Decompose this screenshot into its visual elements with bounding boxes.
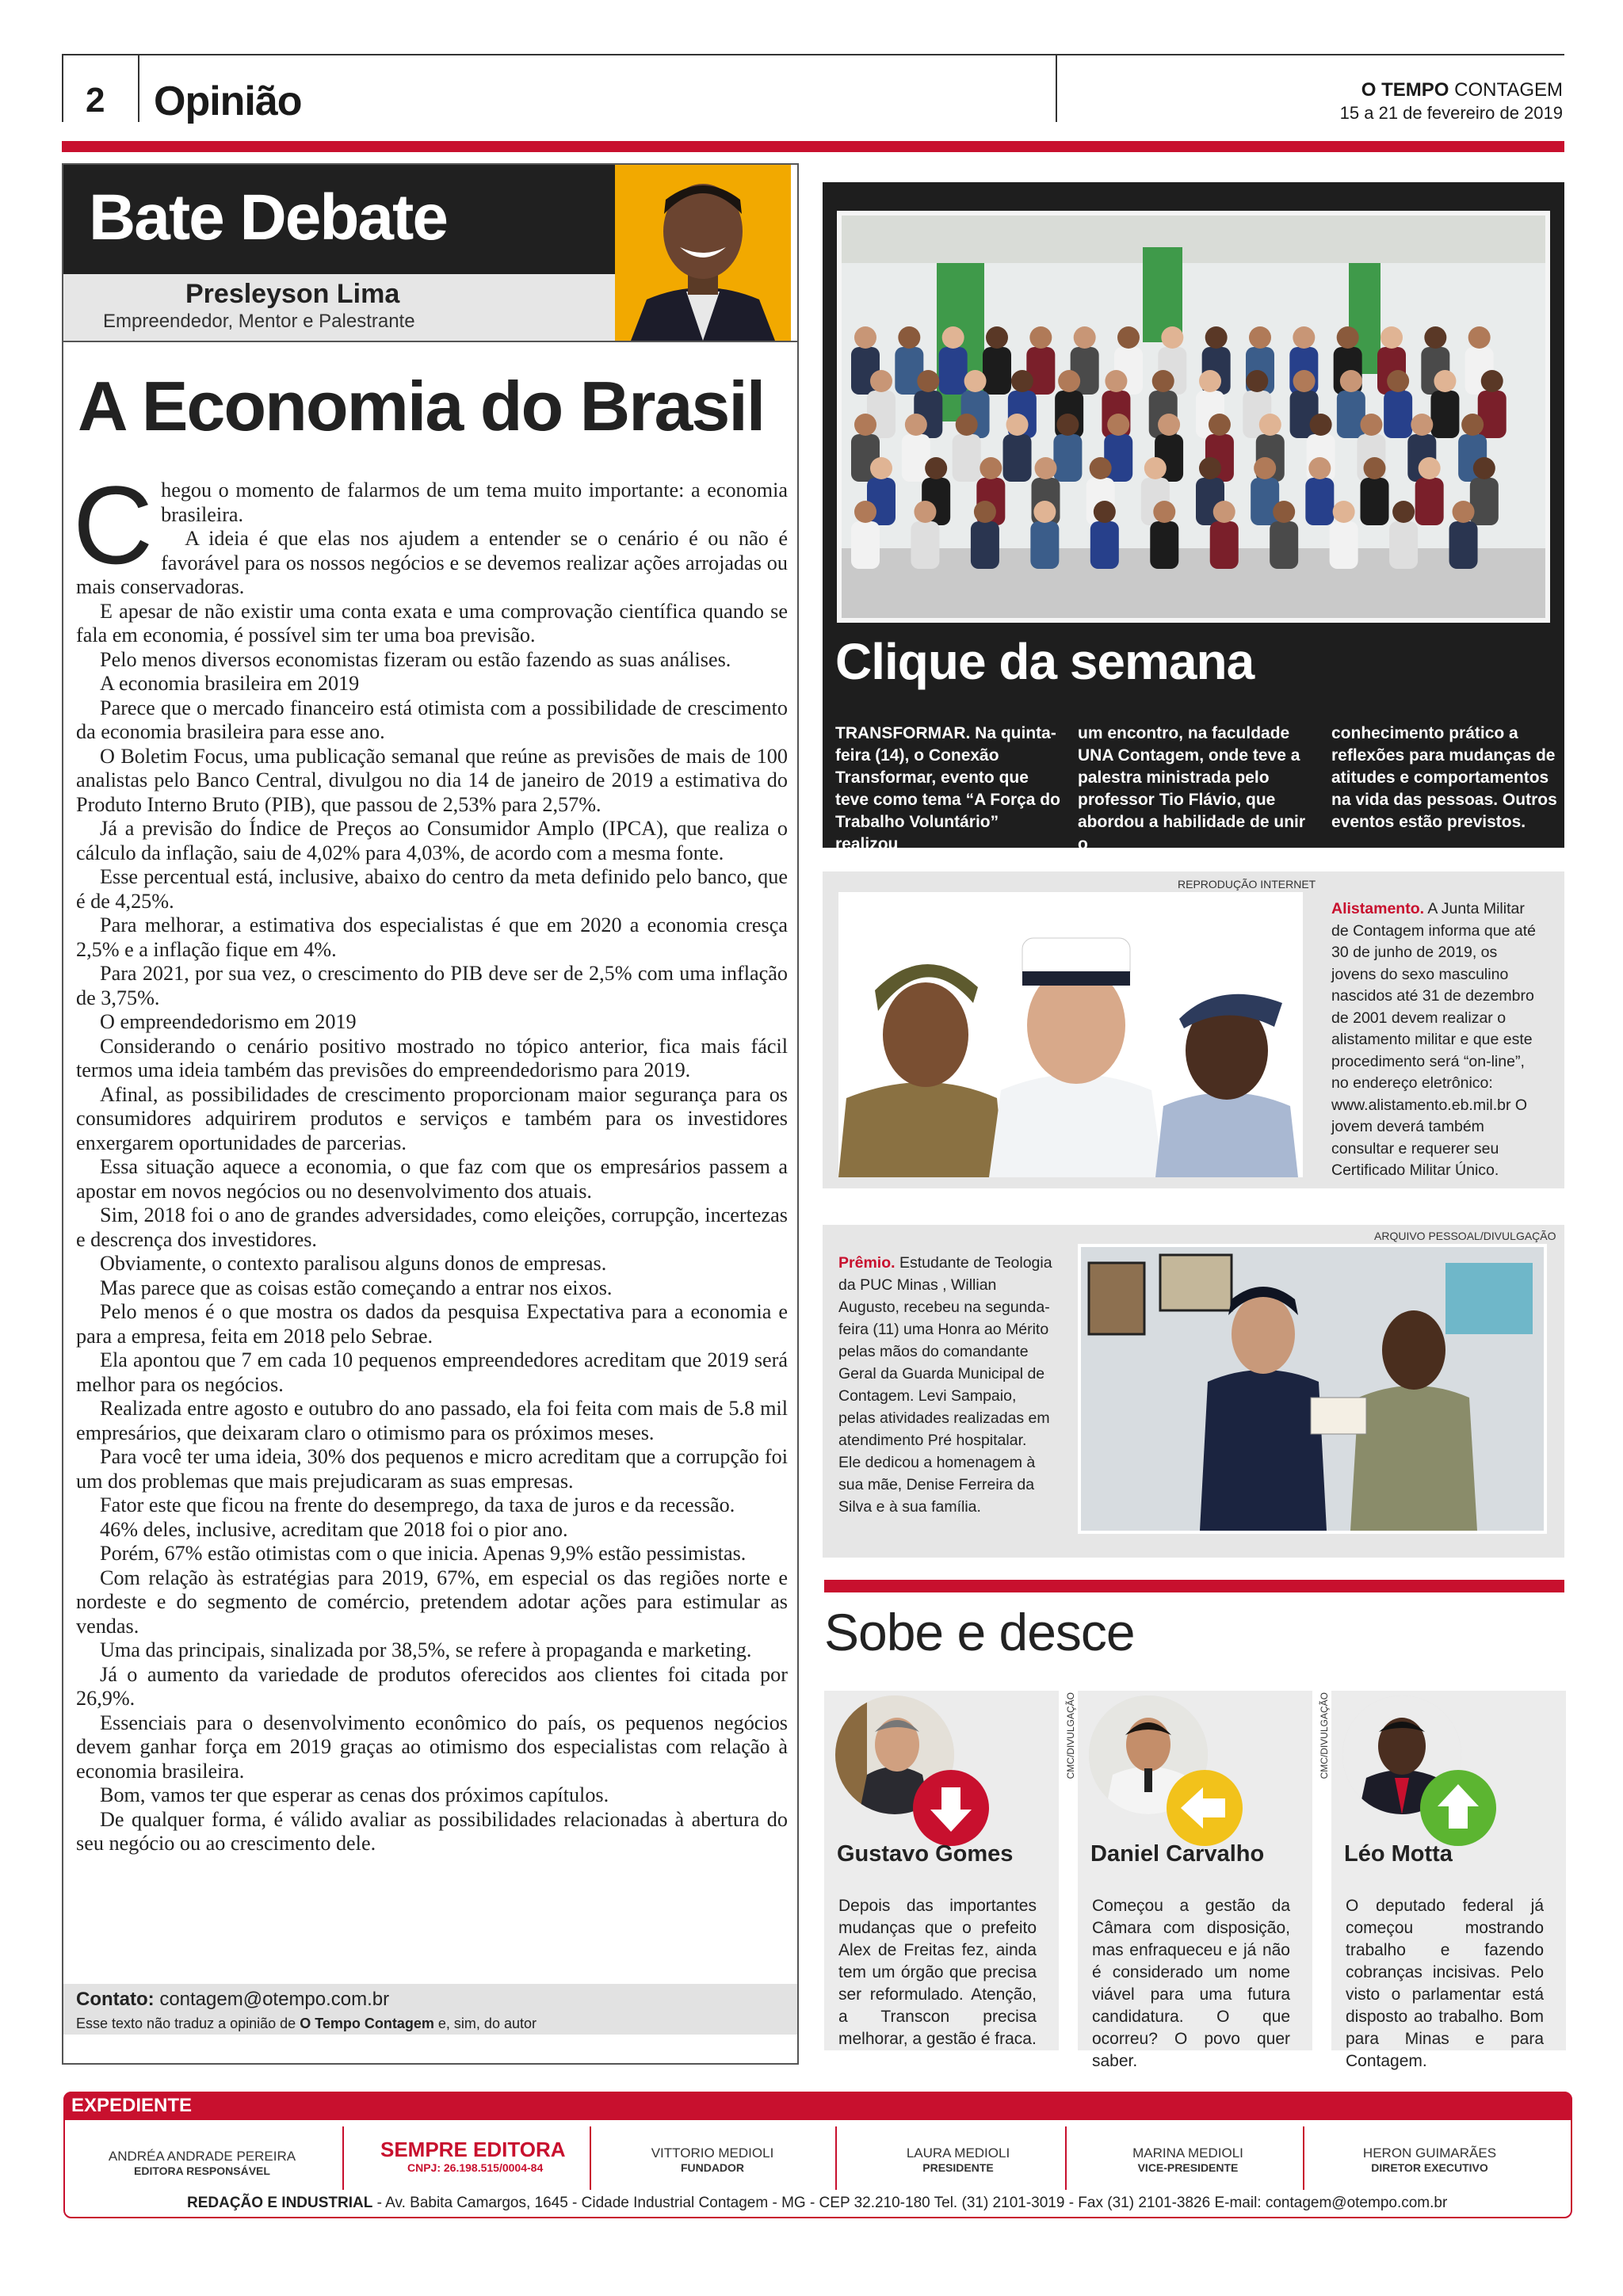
staff-role: VICE-PRESIDENTE <box>1137 2161 1239 2174</box>
contact-email-link[interactable]: contagem@otempo.com.br <box>159 1989 390 2010</box>
contact-label: Contato: <box>76 1989 155 2010</box>
crowd-person-head <box>1419 457 1441 479</box>
crowd-person-body <box>939 347 968 395</box>
masthead-divider <box>590 2126 591 2190</box>
issue-date: 15 a 21 de fevereiro de 2019 <box>1339 103 1563 123</box>
crowd-person-body <box>1389 521 1418 569</box>
article-paragraph: Já a previsão do Índice de Preços ao Consumidor Amplo (IPCA), que realiza o cálculo da inflação, saiu de 4,02% para 4,03%, de acordo com a mesma fonte. <box>76 817 788 864</box>
opinion-disclaimer <box>76 2016 537 2032</box>
photo-credit: CMC/DIVULGAÇÃO <box>1065 1692 1076 1779</box>
crowd-person-body <box>1305 478 1334 525</box>
crowd-person-body <box>1090 521 1119 569</box>
crowd-person-head <box>1337 326 1359 349</box>
crowd-person-head <box>854 326 876 349</box>
arrow-up-icon <box>1420 1770 1496 1846</box>
article-paragraph: Sim, 2018 foi o ano de grandes adversidades, como eleições, corrupção, incertezas e descrença dos investidores. <box>76 1203 788 1251</box>
crowd-person-body <box>1150 521 1178 569</box>
masthead-header <box>63 2092 1572 2120</box>
disclaimer-brand: O Tempo Contagem <box>300 2016 434 2031</box>
article-paragraph: Pelo menos é o que mostra os dados da pesquisa Expectativa para a economia e para a empresa, feita em 2018 pelo Sebrae. <box>76 1300 788 1348</box>
crowd-person-body <box>1470 478 1499 525</box>
staff-name: ANDRÉA ANDRADE PEREIRA <box>108 2149 296 2164</box>
crowd-person-body <box>971 521 999 569</box>
article-paragraph: Considerando o cenário positivo mostrado no tópico anterior, fica mais fácil termos uma ideia também das previsões do empreendedorismo para 2019. <box>76 1034 788 1081</box>
article-paragraph: O empreendedorismo em 2019 <box>100 1010 357 1033</box>
article-paragraph: Fator este que ficou na frente do desemprego, da taxa de juros e da recessão. <box>100 1493 735 1516</box>
article-body <box>73 463 788 1856</box>
crowd-person-head <box>1006 414 1029 436</box>
crowd-person-body <box>1330 521 1358 569</box>
crowd-person-head <box>1033 501 1056 523</box>
arrow-left-icon <box>1167 1770 1243 1846</box>
crowd-person-head <box>1199 370 1221 392</box>
crowd-person-head <box>1293 370 1316 392</box>
crowd-person-head <box>1117 326 1140 349</box>
publisher-name: SEMPRE EDITORA <box>380 2138 566 2161</box>
crowd-person-head <box>1153 501 1175 523</box>
crowd-person-head <box>1360 414 1382 436</box>
photo-of-week-title: Clique da semana <box>835 633 1254 690</box>
article-headline: A Economia do Brasil <box>78 367 765 445</box>
crowd-person-head <box>1158 414 1180 436</box>
crowd-person-head <box>1392 501 1415 523</box>
header-red-bar <box>62 141 1564 152</box>
crowd-person-head <box>854 501 876 523</box>
masthead-divider <box>835 2126 837 2190</box>
staff-name: HERON GUIMARÃES <box>1362 2145 1497 2161</box>
group-photo <box>837 211 1550 623</box>
page-number: 2 <box>86 81 105 120</box>
crowd-person-body <box>911 521 939 569</box>
article-paragraph: De qualquer forma, é válido avaliar as possibilidades relacionadas à abertura do seu negócio ou ao crescimento dele. <box>76 1807 788 1855</box>
crowd-person-body <box>1210 521 1239 569</box>
crowd-person-head <box>1035 457 1057 479</box>
masthead-divider <box>1303 2126 1304 2190</box>
header-divider <box>138 54 139 122</box>
publication-name-edition: CONTAGEM <box>1454 79 1563 101</box>
crowd-person-body <box>1361 478 1389 525</box>
crowd-person-head <box>1090 457 1112 479</box>
crowd-person-head <box>1144 457 1167 479</box>
article-paragraph: A economia brasileira em 2019 <box>100 672 360 695</box>
person-name: Gustavo Gomes <box>837 1841 1014 1867</box>
article-paragraph: Mas parece que as coisas estão começando a entrar nos eixos. <box>100 1276 613 1299</box>
crowd-person-head <box>1011 370 1033 392</box>
crowd-person-head <box>1481 370 1503 392</box>
staff-role: DIRETOR EXECUTIVO <box>1371 2161 1488 2174</box>
crowd-person-head <box>1340 370 1362 392</box>
article-paragraph: A ideia é que elas nos ajudem a entender se o cenário é ou não é favorável para os nossos negócios e se devemos realizar ações arrojadas ou mais conservadoras. <box>76 527 788 598</box>
article-paragraph: Obviamente, o contexto paralisou alguns donos de empresas. <box>100 1252 607 1275</box>
person-comment: O deputado federal já começou mostrando trabalho e fazendo cobranças incisivas. Pelo visto o parlamentar está disposto ao trabalho. Bom para Minas e para Contagem. <box>1346 1897 1544 2070</box>
author-name: Presleyson Lima <box>185 279 400 309</box>
crowd-person-head <box>1249 326 1271 349</box>
crowd-person-head <box>1381 326 1403 349</box>
crowd-person-head <box>980 457 1002 479</box>
article-paragraph: hegou o momento de falarmos de um tema muito importante: a economia brasileira. <box>161 479 788 526</box>
crowd-person-head <box>1074 326 1096 349</box>
article-paragraph: Esse percentual está, inclusive, abaixo do centro da meta definido pelo banco, que é de 4,25%. <box>76 865 788 913</box>
crowd-person-head <box>1209 414 1231 436</box>
crowd-person-head <box>1411 414 1433 436</box>
crowd-person-head <box>942 326 964 349</box>
crowd-person-body <box>983 347 1011 395</box>
arrow-down-icon <box>913 1770 989 1846</box>
crowd-person-head <box>1333 501 1355 523</box>
crowd-person-head <box>1056 414 1079 436</box>
author-role: Empreendedor, Mentor e Palestrante <box>103 311 415 332</box>
publisher-cnpj: CNPJ: 26.198.515/0004-84 <box>407 2161 544 2174</box>
crowd-person-head <box>1199 457 1221 479</box>
article-paragraph: Bom, vamos ter que esperar as cenas dos próximos capítulos. <box>100 1783 609 1806</box>
publication-name-bold: O TEMPO <box>1361 79 1449 101</box>
crowd-person-head <box>1161 326 1183 349</box>
drop-cap: C <box>73 463 154 587</box>
crowd-person-head <box>1205 326 1228 349</box>
article-paragraph: Para melhorar, a estimativa dos especialistas é que em 2020 a economia cresça 2,5% e a inflação fique em 4%. <box>76 913 788 961</box>
article-paragraph: Essa situação aquece a economia, o que faz com que os empresários passem a apostar em novos negócios ou no desenvolvimento dos atuais. <box>76 1155 788 1203</box>
crowd-person-head <box>1453 501 1475 523</box>
column-title: Bate Debate <box>89 181 447 254</box>
person-name: Léo Motta <box>1344 1841 1453 1867</box>
award-text: Estudante de Teologia da PUC Minas , Willian Augusto, recebeu na segunda-feira (11) uma Honra ao Mérito pelas mãos do comandante Geral da Guarda Municipal de Contagem. Levi Sampaio, pelas atividades realizadas em atendimento Pré hospitalar. Ele dedicou a homenagem à sua mãe, Denise Ferreira da Silva e à sua família. <box>838 1254 1052 1516</box>
column-separator <box>63 341 797 342</box>
staff-role: FUNDADOR <box>680 2161 745 2174</box>
crowd-person-head <box>870 457 892 479</box>
crowd-person-body <box>851 521 880 569</box>
award-keyword: Prêmio. <box>838 1254 896 1272</box>
masthead-label: EXPEDIENTE <box>71 2095 193 2116</box>
enlistment-text: A Junta Militar de Contagem informa que até 30 de junho de 2019, os jovens do sexo masculino nascidos até 31 de dezembro de 2001 devem realizar o alistamento militar e que este procedimento será “on-line”, no endereço eletrônico: www.alistamento.eb.mil.br O jovem deverá também consultar e requerer seu Certificado Militar Único. <box>1331 900 1536 1179</box>
crowd-person-head <box>925 457 947 479</box>
address-label: REDAÇÃO E INDUSTRIAL <box>187 2195 373 2211</box>
crowd-person-head <box>986 326 1008 349</box>
crowd-person-head <box>905 414 927 436</box>
crowd-person-head <box>1424 326 1446 349</box>
disclaimer-text-end: e, sim, do autor <box>437 2016 537 2031</box>
crowd-person-head <box>1029 326 1052 349</box>
crowd-person-head <box>1434 370 1456 392</box>
masthead-divider <box>1065 2126 1067 2190</box>
crowd-person-head <box>956 414 978 436</box>
caption-col-2: um encontro, na faculdade UNA Contagem, onde teve a palestra ministrada pelo professor Tio Flávio, que abordou a habilidade de unir o <box>1078 724 1306 853</box>
crowd-person-body <box>1003 434 1032 482</box>
person-name: Daniel Carvalho <box>1090 1841 1265 1867</box>
crowd-person-head <box>1273 501 1295 523</box>
newsroom-address <box>187 2195 1447 2212</box>
crowd-person-head <box>1254 457 1276 479</box>
crowd-person-head <box>1094 501 1116 523</box>
crowd-person-body <box>1270 521 1298 569</box>
crowd-person-body <box>1449 521 1478 569</box>
crowd-person-head <box>1058 370 1080 392</box>
article-paragraph: Porém, 67% estão otimistas com o que inicia. Apenas 9,9% estão pessimistas. <box>100 1542 747 1565</box>
enlistment-keyword: Alistamento. <box>1331 900 1425 917</box>
photo-credit: REPRODUÇÃO INTERNET <box>1178 878 1316 891</box>
article-paragraph: Para você ter uma ideia, 30% dos pequenos e micro acreditam que a corrupção foi um dos problemas que mais prejudicaram as suas empresas. <box>76 1445 788 1493</box>
crowd-person-head <box>964 370 987 392</box>
crowd-person-body <box>1337 391 1365 438</box>
staff-role: PRESIDENTE <box>922 2161 994 2174</box>
article-paragraph: Parece que o mercado financeiro está otimista com a possibilidade de crescimento da economia brasileira para esse ano. <box>76 696 788 743</box>
article-paragraph: Para 2021, por sua vez, o crescimento do PIB deve ser de 2,5% com uma inflação de 3,75%. <box>76 962 788 1009</box>
crowd-person-body <box>1053 434 1082 482</box>
crowd-person-body <box>1478 391 1507 438</box>
article-paragraph: Uma das principais, sinalizada por 38,5%, se refere à propaganda e marketing. <box>100 1638 752 1661</box>
address-text: - Av. Babita Camargos, 1645 - Cidade Industrial Contagem - MG - CEP 32.210-180 Tel. (31) 2101-3019 - Fax (31) 2101-3826 E-mail: contagem@otempo.com.br <box>372 2195 1448 2211</box>
crowd-person-body <box>953 434 981 482</box>
caption-col-3: conhecimento prático a reflexões para mudanças de atitudes e comportamentos na vida das pessoas. Outros eventos estão previstos. <box>1331 724 1557 831</box>
crowd-person-body <box>1430 391 1459 438</box>
article-paragraph: E apesar de não existir uma conta exata e uma comprovação científica quando se fala em economia, é possível sim ter uma boa previsão. <box>76 599 788 646</box>
crowd-person-body <box>902 434 930 482</box>
crowd-person-head <box>854 414 876 436</box>
crowd-person-head <box>870 370 892 392</box>
crowd-person-head <box>914 501 936 523</box>
masthead-divider <box>342 2126 344 2190</box>
disclaimer-text: Esse texto não traduz a opinião de <box>76 2016 296 2031</box>
staff-role: EDITORA RESPONSÁVEL <box>134 2164 270 2177</box>
header-top-rule <box>62 54 1564 55</box>
crowd-person-head <box>1364 457 1386 479</box>
award-photo <box>1078 1244 1547 1534</box>
crowd-person-head <box>1387 370 1409 392</box>
article-paragraph: O Boletim Focus, uma publicação semanal que reúne as previsões de mais de 100 analistas pelo Banco Central, divulgou no dia 14 de janeiro de 2019 a estimativa do Produto Interno Bruto (PIB), que passou de 2,53% para 2,57%. <box>76 744 788 816</box>
person-comment: Começou a gestão da Câmara com disposição, mas enfraqueceu e já não é considerado um nome viável para uma futura candidatura. O que ocorreu? O povo quer saber. <box>1092 1897 1290 2070</box>
article-paragraph: Com relação às estratégias para 2019, 67%, em especial os das regiões norte e nordeste e do segmento de comércio, pretendem adotar ações para estimular as vendas. <box>76 1566 788 1638</box>
crowd-person-head <box>1293 326 1315 349</box>
author-photo <box>615 165 791 341</box>
crowd-person-head <box>1107 414 1129 436</box>
crowd-person-body <box>1384 391 1412 438</box>
enlistment-photo <box>838 892 1303 1177</box>
crowd-person-head <box>1310 414 1332 436</box>
crowd-person-body <box>1030 521 1059 569</box>
article-paragraph: Já o aumento da variedade de produtos oferecidos aos clientes foi citada por 26,9%. <box>76 1662 788 1710</box>
crowd-person-head <box>1308 457 1331 479</box>
article-paragraph: 46% deles, inclusive, acreditam que 2018 foi o pior ano. <box>100 1517 568 1541</box>
crowd-person-head <box>974 501 996 523</box>
person-comment: Depois das importantes mudanças que o prefeito Alex de Freitas fez, ainda tem um órgão que precisa ser reformulado. Atenção, a Transcon precisa melhorar, a gestão é fraca. <box>838 1897 1037 2048</box>
article-paragraph: Pelo menos diversos economistas fizeram ou estão fazendo as suas análises. <box>100 647 731 671</box>
crowd-person-head <box>917 370 939 392</box>
caption-col-1: TRANSFORMAR. Na quinta-feira (14), o Conexão Transformar, evento que teve como tema “A Força do Trabalho Voluntário” realizou <box>835 724 1060 853</box>
staff-name: VITTORIO MEDIOLI <box>651 2145 774 2161</box>
sobe-desce-title: Sobe e desce <box>824 1603 1135 1661</box>
award-notice <box>838 1252 1052 1518</box>
staff-name: LAURA MEDIOLI <box>906 2145 1010 2161</box>
crowd-person-head <box>898 326 920 349</box>
header-divider <box>62 54 63 122</box>
article-paragraph: Afinal, as possibilidades de crescimento proporcionam maior segurança para os consumidores adquirirem produtos e serviços e também para os investidores enxergarem oportunidades de parcerias. <box>76 1082 788 1154</box>
crowd-person-head <box>1246 370 1268 392</box>
crowd-person-head <box>1213 501 1235 523</box>
publication-name <box>1361 79 1563 101</box>
crowd-person-head <box>1259 414 1281 436</box>
crowd-person-head <box>1461 414 1484 436</box>
crowd-person-head <box>1468 326 1491 349</box>
article-paragraph: Ela apontou que 7 em cada 10 pequenos empreendedores acreditam que 2019 será melhor para os negócios. <box>76 1348 788 1396</box>
sobe-desce-rule <box>824 1580 1564 1592</box>
section-title: Opinião <box>154 78 302 124</box>
author-contact <box>76 1989 389 2011</box>
crowd-person-head <box>1105 370 1127 392</box>
article-paragraph: Realizada entre agosto e outubro do ano passado, ela foi feita com mais de 5.8 mil empresários, que deixaram claro o otimismo para os próximos meses. <box>76 1397 788 1444</box>
crowd-person-head <box>1473 457 1495 479</box>
crowd-person-body <box>1415 478 1444 525</box>
photo-credit: ARQUIVO PESSOAL/DIVULGAÇÃO <box>1374 1230 1556 1242</box>
header-divider <box>1056 54 1057 122</box>
photo-credit: CMC/DIVULGAÇÃO <box>1319 1692 1330 1779</box>
crowd-person-head <box>1152 370 1174 392</box>
staff-name: MARINA MEDIOLI <box>1132 2145 1243 2161</box>
article-paragraph: Essenciais para o desenvolvimento econômico do país, os pequenos negócios devem ganhar força em 2019 graças ao otimismo dos especialistas com relação à economia brasileira. <box>76 1711 788 1783</box>
enlistment-notice <box>1331 898 1545 1182</box>
